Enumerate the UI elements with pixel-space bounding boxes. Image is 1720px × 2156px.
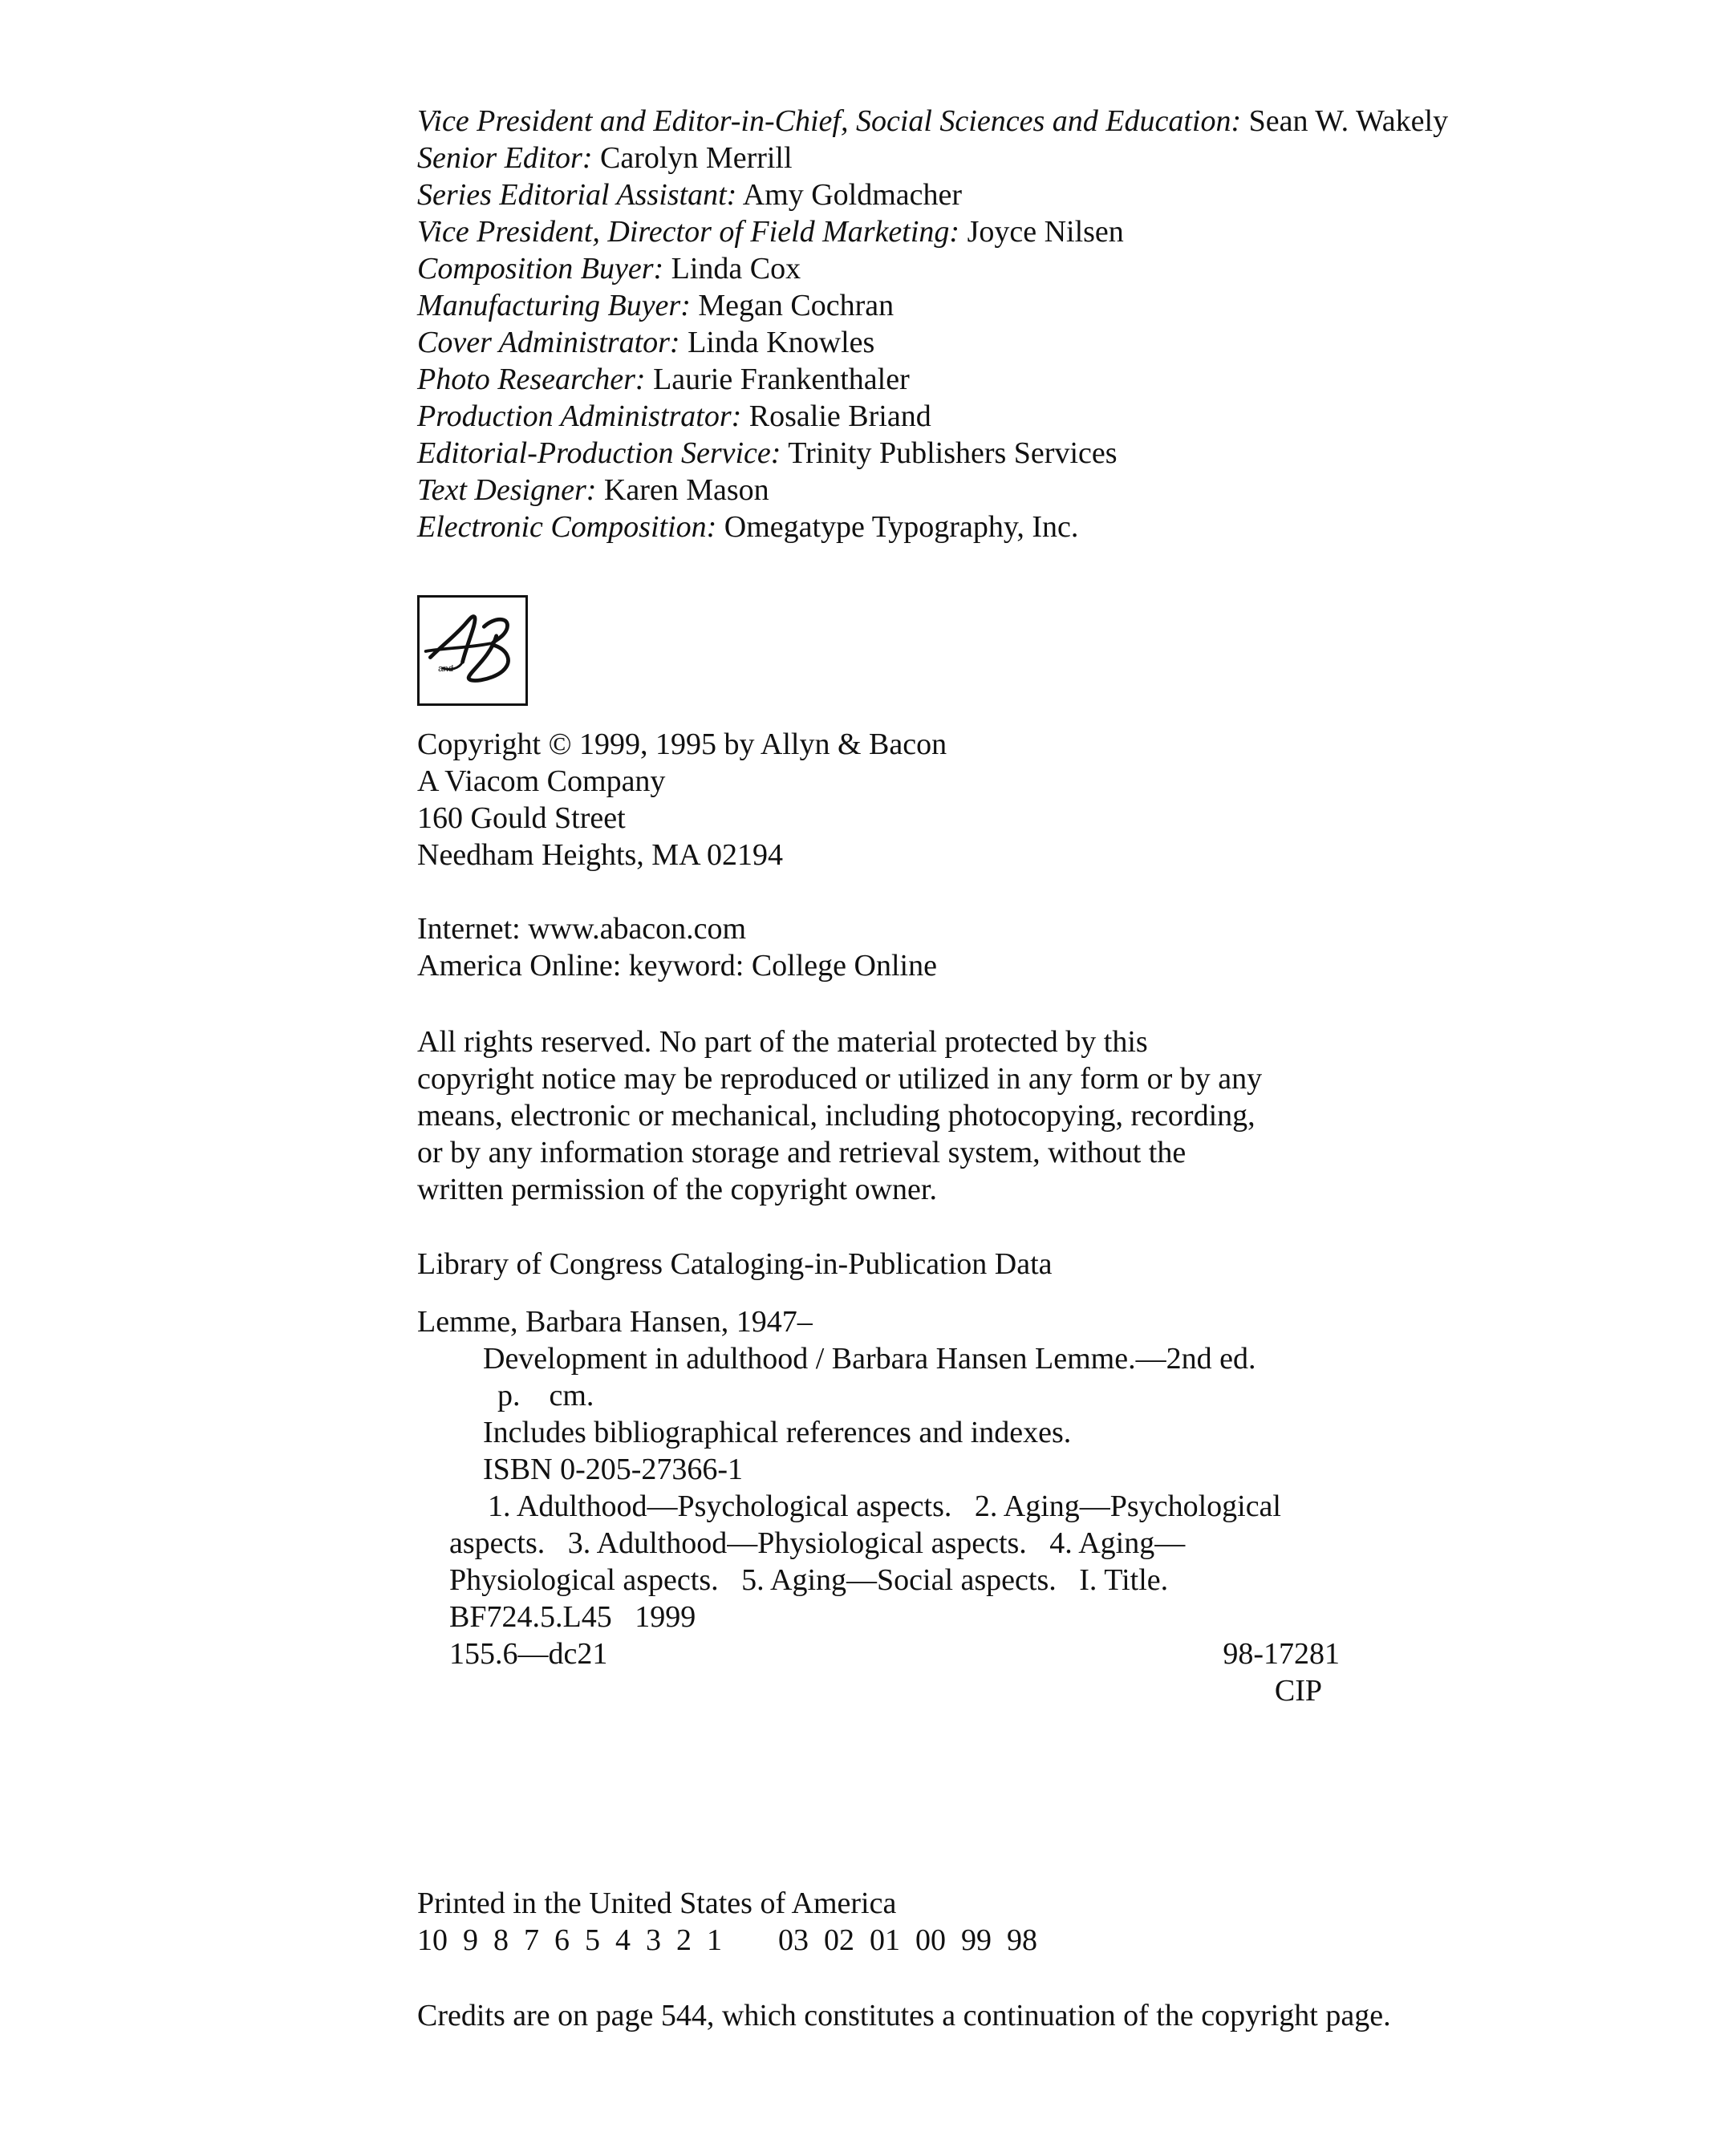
credit-name: Carolyn Merrill: [599, 141, 793, 175]
credits-note-text: Credits are on page 544, which constitutes a continuation of the copyright page.: [417, 1999, 1391, 2032]
credit-line: [417, 176, 1448, 213]
credit-role: Series Editorial Assistant:: [417, 178, 737, 212]
credit-role: Vice President and Editor-in-Chief, Social Sciences and Education:: [417, 104, 1242, 138]
rights-line: copyright notice may be reproduced or utilized in any form or by any: [417, 1062, 1263, 1096]
lc-title-text: Library of Congress Cataloging-in-Publication Data: [417, 1247, 1053, 1281]
credit-name: Laurie Frankenthaler: [653, 363, 910, 396]
credit-line: [417, 361, 1448, 398]
credit-line: [417, 140, 1448, 176]
credit-line: [417, 103, 1448, 140]
publisher-parent: A Viacom Company: [417, 764, 666, 798]
logo-and-text: and: [437, 663, 454, 674]
credit-line: [417, 398, 1448, 435]
cip-label-row: [417, 1672, 1340, 1709]
credit-name: Sean W. Wakely: [1248, 104, 1449, 138]
credit-role: Production Administrator:: [417, 399, 742, 433]
credit-role: Editorial-Production Service:: [417, 436, 781, 470]
cip-isbn: ISBN 0-205-27366-1: [483, 1453, 744, 1486]
credit-line: [417, 287, 1448, 324]
credit-line: [417, 435, 1448, 472]
credit-name: Rosalie Briand: [748, 399, 931, 433]
credit-role: Text Designer:: [417, 473, 597, 507]
rights-statement: [417, 1023, 1380, 1208]
publisher-street: 160 Gould Street: [417, 801, 626, 835]
logo-mark: [420, 598, 525, 703]
rights-line: or by any information storage and retrieval system, without the: [417, 1136, 1187, 1169]
cip-lccn: 98-17281: [1223, 1637, 1340, 1671]
credit-name: Joyce Nilsen: [967, 215, 1124, 249]
cip-includes: Includes bibliographical references and indexes.: [483, 1416, 1072, 1449]
cip-pages-p: p.: [497, 1379, 521, 1412]
credits-list: [417, 103, 1448, 545]
credit-line: [417, 509, 1448, 545]
credit-name: Linda Knowles: [688, 326, 875, 359]
print-run-line: [417, 1922, 1037, 1959]
credit-role: Cover Administrator:: [417, 326, 680, 359]
credit-line: [417, 250, 1448, 287]
cip-record: [417, 1303, 1340, 1709]
cip-dewey-row: [417, 1635, 1340, 1672]
cip-subjects-2: aspects. 3. Adulthood—Physiological aspects. 4. Aging—: [449, 1526, 1186, 1560]
cip-author: Lemme, Barbara Hansen, 1947–: [417, 1305, 813, 1339]
copyright-block: [417, 726, 947, 873]
credit-line: [417, 213, 1448, 250]
lc-cataloging-title: [417, 1246, 1053, 1283]
online-info: [417, 910, 937, 984]
credit-line: [417, 324, 1448, 361]
credit-name: Megan Cochran: [698, 289, 894, 322]
allyn-and-bacon-logo-icon: [417, 595, 528, 706]
rights-line: written permission of the copyright owner.: [417, 1173, 937, 1206]
cip-title: Development in adulthood / Barbara Hansen Lemme.—2nd ed.: [483, 1342, 1256, 1376]
rights-line: means, electronic or mechanical, including photocopying, recording,: [417, 1099, 1256, 1133]
cip-dewey: 155.6—dc21: [449, 1637, 608, 1671]
cip-pages-cm: cm.: [549, 1379, 594, 1412]
credit-name: Amy Goldmacher: [742, 178, 963, 212]
cip-pages: [417, 1377, 1340, 1414]
print-run-numbers: 10 9 8 7 6 5 4 3 2 1: [417, 1923, 722, 1957]
printing-info: [417, 1885, 1037, 1959]
credit-line: [417, 472, 1448, 509]
cip-subjects-1: 1. Adulthood—Psychological aspects. 2. Aging—Psychological: [488, 1489, 1281, 1523]
credits-note: [417, 1997, 1391, 2034]
credit-role: Senior Editor:: [417, 141, 593, 175]
cip-label: CIP: [1274, 1674, 1322, 1708]
rights-line: All rights reserved. No part of the material protected by this: [417, 1025, 1148, 1059]
credit-name: Trinity Publishers Services: [788, 436, 1118, 470]
credit-name: Karen Mason: [603, 473, 769, 507]
credit-role: Manufacturing Buyer:: [417, 289, 691, 322]
print-run-years: 03 02 01 00 99 98: [778, 1923, 1037, 1957]
credit-role: Composition Buyer:: [417, 252, 664, 286]
aol-keyword: America Online: keyword: College Online: [417, 949, 937, 983]
cip-call-number: BF724.5.L45 1999: [449, 1600, 696, 1634]
credit-role: Photo Researcher:: [417, 363, 646, 396]
publisher-city: Needham Heights, MA 02194: [417, 838, 783, 872]
printed-in: Printed in the United States of America: [417, 1886, 897, 1920]
cip-subjects-3: Physiological aspects. 5. Aging—Social aspects. I. Title.: [449, 1563, 1169, 1597]
copyright-line: Copyright © 1999, 1995 by Allyn & Bacon: [417, 727, 947, 761]
credit-role: Vice President, Director of Field Marketing:: [417, 215, 960, 249]
credit-name: Linda Cox: [671, 252, 801, 286]
internet-address: Internet: www.abacon.com: [417, 912, 747, 946]
credit-role: Electronic Composition:: [417, 510, 717, 544]
credit-name: Omegatype Typography, Inc.: [724, 510, 1079, 544]
